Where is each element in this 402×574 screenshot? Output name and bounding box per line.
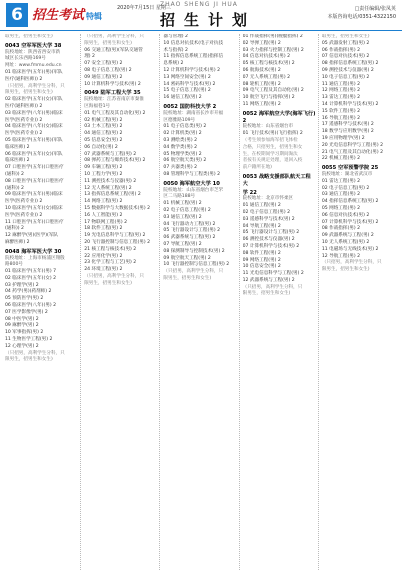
plan-entry: 07 兵器类(男) 2 [163, 165, 198, 171]
plan-entry: 01 临床医学(五年)(男)(军队 [5, 69, 63, 75]
plan-entry: 临床医师) 2 [5, 144, 30, 150]
plan-entry: 限男生，招男生和女生) [242, 291, 291, 297]
plan-entry: 02 计算机类(男) 2 [163, 131, 202, 137]
plan-entry: 08 软件工程(男) 2 [242, 250, 281, 256]
plan-entry: 06 交通工程(男)(军队交通管 [84, 47, 143, 53]
plan-entry: 03 通信工程(男) 2 [163, 214, 202, 220]
plan-entry: 12 导航工程(男) 2 [321, 253, 361, 259]
plan-entry: 12 无人系统工程(男) 2 [84, 185, 132, 191]
plan-entry: 理) 2 [84, 54, 95, 60]
plan-entry: 03 火力指挥与控制工程(男) 2 [242, 47, 304, 53]
school-address: 区二马路188号 [163, 194, 196, 200]
plan-entry: 01 通信工程(男) 2 [242, 203, 281, 209]
school-address: 院校地址：山东省烟台市 [242, 124, 294, 130]
plan-entry: 02 机械工程(男) 2 [84, 117, 123, 123]
page-number: 6 [6, 3, 28, 27]
plan-entry: 09 测控技术与仪器(男) 2 [321, 67, 374, 73]
plan-entry: 10 航空飞行与指挥(男) 2 [242, 95, 295, 101]
column-4 [243, 34, 319, 570]
plan-entry: 19 应用物理学(男) 2 [321, 135, 365, 141]
plan-entry: 14 计算机科学与技术(男) 2 [321, 101, 379, 107]
plan-entry: 11 网络工程(男) 2 [242, 101, 281, 107]
school-heading: 0055 空军预警学院 25 [321, 165, 379, 172]
plan-entry: 16 通信工程(男) 2 [163, 95, 202, 101]
plan-entry: 01 电子信息类(男) 2 [163, 124, 207, 130]
plan-entry: 10 工程力学(男) 2 [84, 171, 123, 177]
plan-entry: 18 数学与应用数学(男) 2 [321, 129, 374, 135]
plan-entry: 12 心理学(男) 2 [5, 343, 39, 349]
plan-entry: 14 网络工程(男) 2 [84, 199, 123, 205]
plan-entry: 09 武器系统与工程(男) 2 [321, 233, 374, 239]
plan-entry: 08 口腔医学(五年)(口腔医疗 [5, 178, 64, 184]
plan-entry: 02 导弹工程(男) 2 [242, 40, 281, 46]
plan-entry: 06 航海技术(男) 2 [242, 67, 281, 73]
plan-entry: 07 安全工程(男) 2 [84, 61, 123, 67]
school-heading: 0053 战略支援部队航天工程大 [242, 173, 311, 187]
school-address: 院校地址：陕西省西安市新 [5, 49, 61, 55]
plan-entry: 10 信息对抗技术(电子对抗技 [163, 40, 224, 46]
school-address: 区海福巷1号 [84, 103, 111, 109]
plan-entry: 限男生，招男生和女生) [5, 90, 53, 96]
plan-entry: 01 作战指挥(男)(舰艇指挥) 2 [242, 34, 303, 39]
plan-entry: 01 电气工程及其自动化(男) 2 [84, 110, 146, 116]
school-heading: 0043 空军军医大学 38 [5, 42, 62, 49]
plan-entry: 03 护理学(男) 2 [5, 282, 39, 288]
plan-entry: 器与管理) 2 [163, 34, 188, 39]
plan-entry: 06 测控技术与仪器(男) 2 [242, 237, 295, 243]
plan-entry: (通科)) 2 [5, 171, 24, 177]
plan-entry: 04 通信工程(男) 2 [84, 131, 123, 137]
plan-entry: 05 预防医学(男) 2 [5, 296, 44, 302]
school-address: 院校地址：江苏省南京市秦淮 [84, 97, 144, 103]
plan-entry: 03 通信工程(男) 2 [321, 192, 361, 198]
plan-entry: 04 药学(男)(药剂师) 2 [5, 289, 52, 295]
plan-entry: 09 网络工程(男) 2 [242, 257, 281, 263]
plan-entry: 生，在校期间学习期间淘汰 [242, 151, 298, 157]
plan-entry: 09 航空航天工程(男) 2 [163, 255, 211, 261]
column-5 [322, 34, 397, 570]
plan-entry: 10 无人系统工程(男) 2 [321, 239, 370, 245]
plan-entry: 16 人工智能(男) 2 [84, 212, 123, 218]
plan-entry: 11 光电信息科学与工程(男) 2 [242, 271, 304, 277]
plan-entry: 06 自动化(男) 2 [84, 144, 118, 150]
plan-entry: （只招男，高利学生分科，只 [5, 350, 65, 356]
plan-entry: 07 口腔医学(五年)(口腔医疗 [5, 165, 64, 171]
plan-entry: 12 武器系统与工程(男) 2 [242, 277, 295, 283]
plan-entry: 06 临床医学(八年)(男) 2 [5, 303, 57, 309]
plan-entry: 03 遥感科学与技术(男) 2 [242, 216, 295, 222]
plan-entry: 03 测绘类(男) 2 [163, 137, 198, 143]
plan-entry: 07 计算机科学与技术(男) 2 [321, 219, 379, 225]
plan-entry: 13 指挥信息系统工程(男) 2 [84, 192, 141, 198]
school-address: 城区长乐西路169号 [5, 56, 46, 62]
school-address: 院校地址：上海市杨浦区翔殷 [5, 255, 65, 261]
plan-entry: 05 飞行器设计与工程(男) 2 [163, 228, 221, 234]
plan-entry: （只招男，高利学生分科，只 [321, 260, 382, 266]
plan-entry: 11 口腔医学(五年)(口腔医疗 [5, 219, 64, 225]
plan-entry: （考生须参加海军招飞体检 [242, 137, 298, 143]
plan-entry: 01 临床医学(五年)(男) 7 [5, 269, 57, 275]
plan-entry: 12 麻醉学(男)(医学)(军队 [5, 233, 59, 239]
plan-entry: 08 弹药工程与爆炸技术(男) 2 [84, 158, 146, 164]
plan-entry: 02 电子信息工程(男) 2 [242, 209, 291, 215]
plan-entry: （只招男，高利学生分科，只 [84, 34, 144, 39]
plan-entry: 05 飞行器设计与工程(男) 2 [242, 230, 300, 236]
plan-entry: 15 软件工程(男) 2 [321, 108, 361, 114]
issue-date: 2020年7月15日 星期三 [117, 5, 171, 11]
plan-entry: 息系统) 2 [163, 61, 184, 67]
plan-entry: 合格，只招男生，招男生和女 [242, 144, 303, 150]
plan-entry: 08 电子信息工程(男) 2 [84, 67, 132, 73]
plan-entry: 03 临床医学(八年)(男)(临床 [5, 110, 63, 116]
plan-entry: （只招男，高利学生分科，只 [163, 269, 224, 275]
plan-entry: 15 电子信息工程(男) 2 [163, 88, 211, 94]
plan-entry: 02 临床医学(五年)(女) 2 [5, 275, 57, 281]
plan-entry: 04 临床医学(八年)(女)(临床 [5, 124, 63, 130]
plan-entry: 04 数学类(男) 2 [163, 144, 198, 150]
brand-subtitle: 特辑 [86, 11, 103, 21]
brand-title: 招生考试 [32, 8, 85, 23]
school-heading: 0052 国防科技大学 2 [163, 103, 217, 110]
plan-entry: 11 电磁场与无线技术(男) 2 [321, 246, 379, 252]
plan-entry: 15 数据科学与大数据技术(男) 2 [84, 205, 151, 211]
plan-entry: 05 信息安全(男) 2 [84, 137, 123, 143]
school-address: 网址：www.fmmu.edu.cn [5, 63, 62, 69]
page-header [0, 0, 402, 31]
plan-entry: 05 临床医学(五年)(男)(军队 [5, 137, 63, 143]
plan-entry: 06 作战指挥(男) 2 [321, 47, 361, 53]
plan-entry: 08 作战指挥(男) 2 [321, 226, 361, 232]
plan-entry: 14 密码科学与技术(男) 2 [163, 81, 216, 87]
plan-entry: 18 软件工程(男) 2 [84, 226, 123, 232]
plan-entry: 10 飞行器控制与信息工程(男) 2 [163, 262, 230, 268]
plan-entry: 02 电子信息工程(男) 2 [163, 207, 211, 213]
plan-entry: 01 雷达工程(男) 2 [321, 178, 361, 184]
plan-entry: 03 土木工程(男) 2 [84, 124, 123, 130]
plan-entry: 09 车辆工程(男) 2 [84, 165, 123, 171]
plan-entry: 09 电气工程及其自动化(男) 2 [242, 88, 304, 94]
plan-entry: 09 麻醉学(男) 2 [5, 323, 39, 329]
plan-entry: 04 指挥信息系统工程(男) 2 [321, 199, 379, 205]
column-2 [84, 34, 160, 570]
editor-line: □责任编辑/张凤英 [354, 6, 396, 12]
plan-entry: 12 计算机科学与技术(男) 2 [163, 67, 221, 73]
plan-entry: 取男生，招男生和女生) [5, 34, 53, 39]
plan-entry: 23 化学工程与工艺(男) 2 [84, 260, 137, 266]
plan-entry: 临床医师) 2 [5, 158, 30, 164]
article-columns [5, 34, 397, 570]
plan-entry: 医疗(通科医师)) 2 [5, 76, 43, 82]
plan-entry: 02 电子信息工程(男) 2 [321, 185, 370, 191]
plan-entry: 术与指挥) 2 [163, 47, 188, 53]
plan-entry: 11 测控技术与仪器(男) 2 [84, 178, 137, 184]
school-address: 区德雅路109号 [163, 117, 196, 123]
plan-entry: 04 导航工程(男) 2 [242, 223, 281, 229]
phone-line: 本版咨询电话/0351-4322150 [327, 14, 396, 20]
plan-entry: 16 导航工程(男) 2 [321, 115, 361, 121]
plan-entry: 01 机械工程(男) 2 [163, 201, 202, 207]
editor-info [328, 5, 396, 21]
column-1 [5, 34, 81, 570]
plan-entry: 08 管理科学与工程类(男) 2 [163, 171, 221, 177]
section-title: 招生计划 [160, 11, 257, 29]
plan-entry: （只招男，高利学生分科，只 [5, 83, 65, 89]
school-heading: 0050 海军航空大学 10 [163, 180, 220, 187]
plan-entry: （只招男，高利学生分科，只 [242, 284, 303, 290]
plan-entry: 限男生，招男生和女生) [84, 280, 132, 286]
plan-entry: 医疗(通科医师)) 2 [5, 103, 43, 109]
plan-entry: 限男生，招男生和女生) [321, 267, 370, 273]
section-pinyin: ZHAO SHENG JI HUA [160, 1, 238, 8]
plan-entry: 11 指挥信息系统工程(指挥信 [163, 54, 224, 60]
plan-entry: 07 无人系统工程(男) 2 [242, 74, 291, 80]
school-address: 路800号 [5, 262, 23, 268]
school-heading: 0052 海军航空大学(海军飞行) 2 [242, 110, 316, 124]
plan-entry: (通科)) 2 [5, 185, 24, 191]
plan-entry: 04 信息对抗技术(男) 2 [242, 54, 291, 60]
school-address: 院校地址：山东省烟台市芝罘 [163, 187, 224, 193]
plan-entry: （只招男，高利学生分科，只 [84, 273, 144, 279]
plan-entry: 10 临床医学(五年)(女)(临床 [5, 205, 63, 211]
plan-entry: 07 信息对抗技术(男) 2 [321, 54, 370, 60]
school-address: 院校地址：湖北省武汉市 [321, 171, 373, 177]
plan-entry: 05 网络工程(男) 2 [321, 205, 361, 211]
plan-entry: 22 应用化学(男) 2 [84, 253, 123, 259]
plan-entry: 09 临床医学(五年)(男)(临床 [5, 192, 63, 198]
plan-entry: 限男生，招男生和女生) [5, 357, 53, 363]
plan-entry: 07 医学影像学(男) 2 [5, 309, 48, 315]
plan-entry: 13 网络空间安全(男) 2 [163, 74, 211, 80]
plan-entry: 麻醉医师) 2 [5, 239, 30, 245]
plan-entry: 22 机械工程(男) 2 [321, 156, 361, 162]
plan-entry: 10 信息安全(男) 2 [242, 264, 281, 270]
plan-entry: 01 飞行技术(男)(飞行指挥) 2 [242, 131, 303, 137]
plan-entry: 10 军事指挥(男) 2 [5, 330, 44, 336]
plan-entry: 医学(医药专业)) 2 [5, 117, 43, 123]
plan-entry: 07 武器系统与工程(男) 2 [84, 151, 137, 157]
publication-brand [32, 4, 102, 23]
plan-entry: 12 网络工程(男) 2 [321, 88, 361, 94]
plan-entry: 05 物理学类(男) 2 [163, 151, 202, 157]
school-heading: 学 22 [242, 189, 257, 196]
plan-entry: 08 轮机工程(男) 2 [242, 81, 281, 87]
plan-entry: 08 探测制导与控制技术(男) 2 [163, 248, 225, 254]
plan-entry: 06 信息对抗技术(男) 2 [321, 212, 370, 218]
plan-entry: 07 导航工程(男) 2 [163, 241, 202, 247]
plan-entry: 21 核工程与核技术(男) 2 [84, 246, 137, 252]
plan-entry: 11 通信工程(男) 2 [321, 81, 361, 87]
plan-entry: 06 武器系统与工程(男) 2 [163, 235, 216, 241]
plan-entry: 05 核工程与核技术(男) 2 [242, 61, 295, 67]
plan-entry: 13 雷达工程(男) 2 [321, 95, 361, 101]
plan-entry: 24 环境工程(男) 2 [84, 267, 123, 273]
plan-entry: (通科)) 2 [5, 226, 24, 232]
plan-entry: 09 通信工程(男) 2 [84, 74, 123, 80]
plan-entry: 限男生，招男生和女生) [84, 40, 132, 46]
column-3 [163, 34, 239, 570]
plan-entry: 医学(医药专业)) 2 [5, 199, 43, 205]
plan-entry: 21 电气工程及其自动化(男) 2 [321, 149, 384, 155]
plan-entry: 17 遥感科学与技术(男) 2 [321, 122, 374, 128]
plan-entry: 17 物联网工程(男) 2 [84, 219, 128, 225]
plan-entry: 02 临床医学(五年)(女)(军队 [5, 97, 63, 103]
plan-entry: 05 武器发射工程(男) 2 [321, 40, 370, 46]
plan-entry: 10 电子信息工程(男) 2 [321, 74, 370, 80]
plan-entry: 10 计算机科学与技术(男) 2 [84, 81, 141, 87]
plan-entry: 者按有关规定处理，退回入校 [242, 158, 303, 164]
plan-entry: 取男生，招男生和女生) [321, 34, 370, 39]
plan-entry: 19 光电信息科学与工程(男) 2 [84, 233, 146, 239]
plan-entry: 08 中医学(男) 2 [5, 316, 39, 322]
school-heading: 0048 海军军医大学 30 [5, 248, 62, 255]
plan-entry: 20 光电信息科学与工程(男) 2 [321, 142, 384, 148]
school-heading: 0049 陆军工程大学 35 [84, 90, 141, 97]
school-address: 院校地址：湖南省长沙市开福 [163, 110, 224, 116]
school-address: 院校地址：北京市怀柔区 [242, 196, 294, 202]
plan-entry: 08 指挥信息系统工程(男) 2 [321, 61, 379, 67]
plan-entry: 20 飞行器控制与信息工程(男) 2 [84, 239, 151, 245]
plan-entry: 06 航空航天类(男) 2 [163, 158, 207, 164]
plan-entry: 医学(医药专业)) 2 [5, 212, 43, 218]
plan-entry: 限男生，招男生和女生) [163, 275, 212, 281]
plan-entry: 前户籍所在地) [242, 165, 272, 171]
plan-entry: 07 计算机科学与技术(男) 2 [242, 243, 300, 249]
plan-entry: 04 飞行器动力工程(男) 2 [163, 221, 216, 227]
plan-entry: 医学(医药专业)) 2 [5, 131, 43, 137]
plan-entry: 06 临床医学(五年)(女)(军队 [5, 151, 63, 157]
plan-entry: 11 生物医学工程(男) 2 [5, 337, 53, 343]
